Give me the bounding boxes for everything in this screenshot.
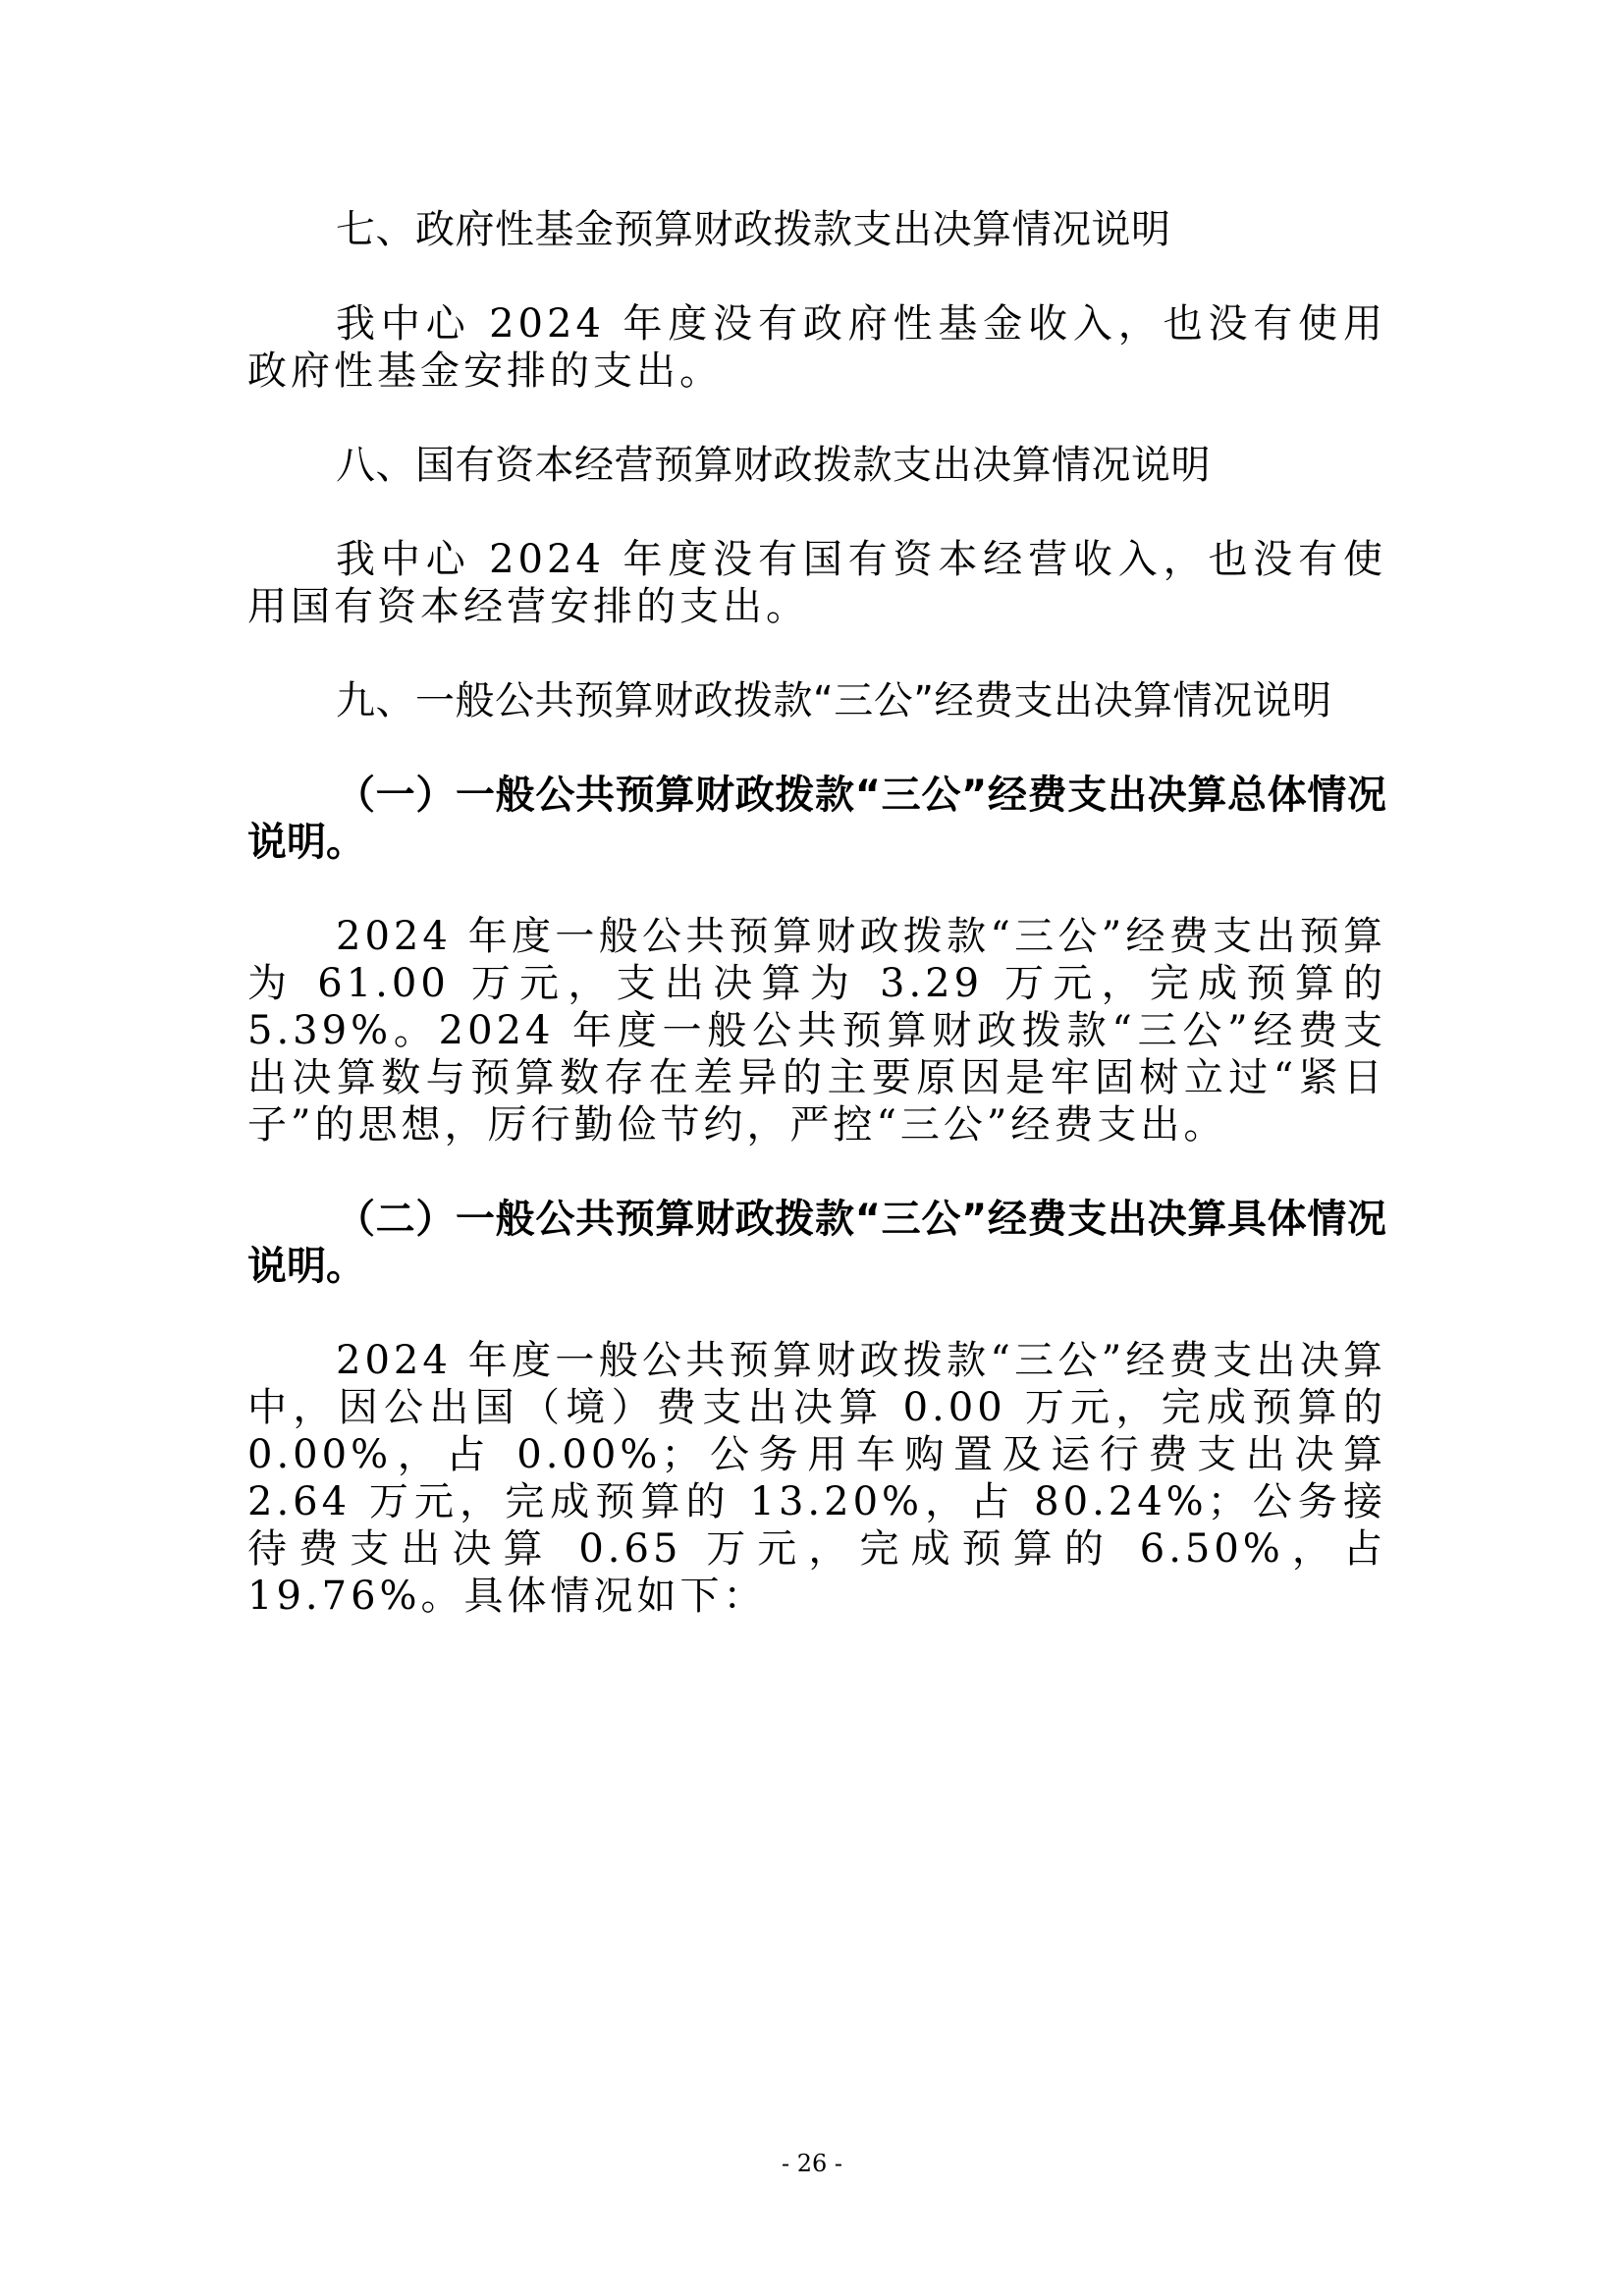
section-9-1-heading: （一）一般公共预算财政拨款“三公”经费支出决算总体情况说明。 (247, 773, 1386, 865)
section-9-2-body: 2024 年度一般公共预算财政拨款“三公”经费支出决算中，因公出国（境）费支出决算 0.00 万元，完成预算的 0.00%，占 0.00%；公务用车购置及运行费支出决算 2.64 万元，完成预算的 13.20%，占 80.24%；公务接待费支出决算 0.65 万元，完成预算的 6.50%，占 19.76%。具体情况如下： (247, 1338, 1386, 1619)
section-8-heading: 八、国有资本经营预算财政拨款支出决算情况说明 (336, 443, 1211, 488)
section-8-body: 我中心 2024 年度没有国有资本经营收入，也没有使用国有资本经营安排的支出。 (247, 537, 1386, 629)
section-9-2-heading: （二）一般公共预算财政拨款“三公”经费支出决算具体情况说明。 (247, 1197, 1386, 1289)
section-7-body: 我中心 2024 年度没有政府性基金收入，也没有使用政府性基金安排的支出。 (247, 301, 1386, 394)
section-9-1-body: 2024 年度一般公共预算财政拨款“三公”经费支出预算为 61.00 万元，支出决算为 3.29 万元，完成预算的 5.39%。2024 年度一般公共预算财政拨款“三公”经费支出决算数与预算数存在差异的主要原因是牢固树立过“紧日子”的思想，厉行勤俭节约，严控“三公”经费支出。 (247, 914, 1386, 1148)
section-9-heading: 九、一般公共预算财政拨款“三公”经费支出决算情况说明 (336, 678, 1332, 723)
section-7-heading: 七、政府性基金预算财政拨款支出决算情况说明 (336, 207, 1171, 252)
document-page (247, 206, 1386, 1667)
page-number: - 26 - (781, 2150, 842, 2177)
